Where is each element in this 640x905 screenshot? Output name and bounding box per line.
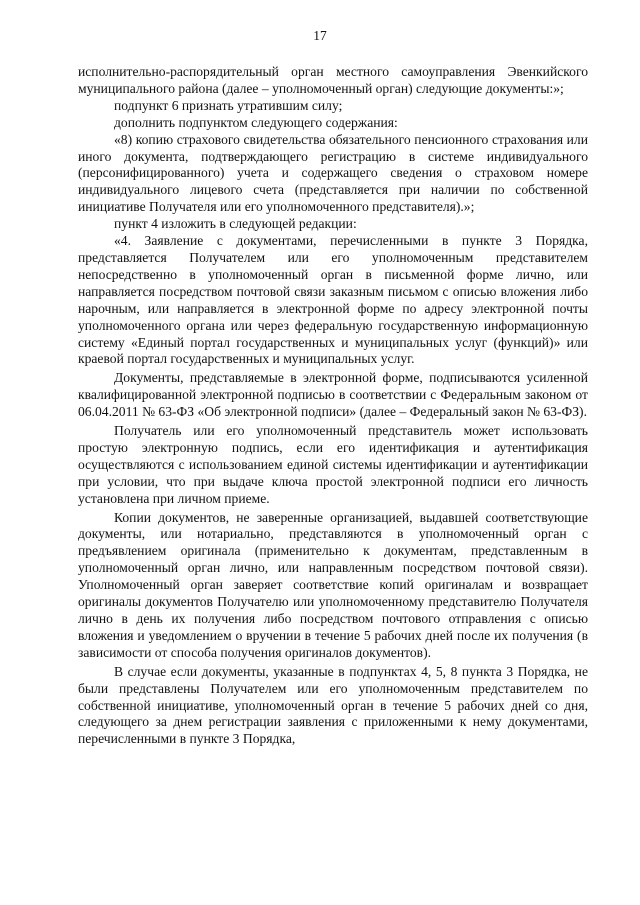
paragraph-subitem-6-repealed: подпункт 6 признать утратившим силу; <box>114 97 343 113</box>
paragraph-add-subitem: дополнить подпунктом следующего содержания: <box>114 114 398 130</box>
paragraph-item-4-text: «4. Заявление с документами, перечисленными в пункте 3 Порядка, представляется Получателем или его уполномоченным представителем непосредственно в уполномоченный орган в письменной форме лично, или направляется посредством почтовой связи заказным письмом с описью вложения либо нарочным, или направляется в электронной форме по адресу электронной почты уполномоченного органа или через федеральную государственную информационную систему «Единый портал государственных и муниципальных услуг (функций)» или краевой портал государственных и муниципальных услуг. <box>78 233 588 367</box>
paragraph-subitem-8: «8) копию страхового свидетельства обязательного пенсионного страхования или иного документа, подтверждающего регистрацию в системе индивидуального (персонифицированного) учета и содержащего сведения о страховом номере индивидуального лицевого счета (представляется при наличии по собственной инициативе Получателя или его уполномоченного представителя).»; <box>78 131 588 215</box>
paragraph-item-4-intro: пункт 4 изложить в следующей редакции: <box>114 216 357 232</box>
page-number: 17 <box>313 28 327 43</box>
document-body <box>78 64 588 748</box>
paragraph-electronic-documents: Документы, представляемые в электронной форме, подписываются усиленной квалифицированной электронной подписью в соответствии с Федеральным законом от 06.04.2011 № 63-ФЗ «Об электронной подписи» (далее – Федеральный закон № 63-ФЗ). <box>78 370 588 420</box>
paragraph-simple-signature: Получатель или его уполномоченный представитель может использовать простую электронную подпись, если его идентификация и аутентификация осуществляются с использованием единой системы идентификации и аутентификации при условии, что при выдаче ключа простой электронной подписи его личность установлена при личном приеме. <box>78 423 588 506</box>
paragraph-document-copies: Копии документов, не заверенные организацией, выдавшей соответствующие документы, или нотариально, представляются в уполномоченный орган с предъявлением оригинала (применительно к документам, представленным в уполномоченный орган лично, или направленным посредством почтовой связи). Уполномоченный орган заверяет соответствие копий оригиналам и возвращает оригиналы документов Получателю или уполномоченному представителю Получателя лично в день их получения либо посредством почтового отправления с описью вложения и уведомлением о вручении в течение 5 рабочих дней после их получения (в зависимости от способа получения оригиналов документов). <box>78 509 588 660</box>
paragraph-continuation: исполнительно-распорядительный орган местного самоуправления Эвенкийского муниципального района (далее – уполномоченный орган) следующие документы:»; <box>78 64 588 96</box>
paragraph-missing-documents: В случае если документы, указанные в подпунктах 4, 5, 8 пункта 3 Порядка, не были представлены Получателем или его уполномоченным представителем по собственной инициативе, уполномоченный орган в течение 5 рабочих дней со дня, следующего за днем регистрации заявления с приложенными к нему документами, перечисленными в пункте 3 Порядка, <box>78 663 588 747</box>
